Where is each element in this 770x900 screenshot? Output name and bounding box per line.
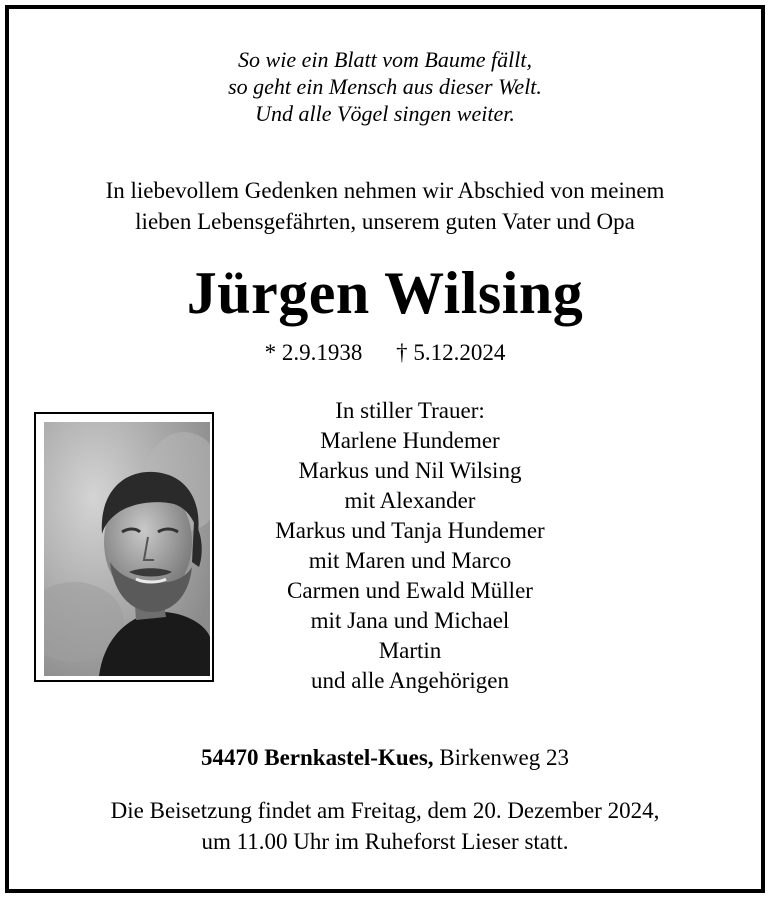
poem-line: So wie ein Blatt vom Baume fällt, <box>238 47 532 72</box>
death-date: † 5.12.2024 <box>396 340 506 365</box>
mourner-line: mit Maren und Marco <box>308 548 512 573</box>
address-city: 54470 Bernkastel-Kues, <box>201 745 434 770</box>
birth-date: * 2.9.1938 <box>264 340 363 365</box>
funeral-line: Die Beisetzung findet am Freitag, dem 20. Dezember 2024, <box>110 798 660 823</box>
life-dates <box>0 338 770 368</box>
poem <box>0 46 770 127</box>
mourner-line: Martin <box>378 638 442 663</box>
mourner-line: und alle Angehörigen <box>310 668 509 693</box>
address <box>0 743 770 773</box>
intro-line: lieben Lebensgefährten, unserem guten Vater und Opa <box>135 209 635 234</box>
mourner-line: Carmen und Ewald Müller <box>287 578 533 603</box>
poem-line: so geht ein Mensch aus dieser Welt. <box>228 74 542 99</box>
intro-line: In liebevollem Gedenken nehmen wir Abschied von meinem <box>105 178 665 203</box>
funeral-line: um 11.00 Uhr im Ruheforst Lieser statt. <box>201 829 569 854</box>
mourner-line: Markus und Tanja Hundemer <box>275 518 545 543</box>
mourners-heading: In stiller Trauer: <box>335 398 485 423</box>
funeral-info <box>0 795 770 857</box>
mourner-line: Markus und Nil Wilsing <box>298 458 522 483</box>
mourners-list <box>175 396 645 696</box>
mourner-line: mit Alexander <box>344 488 476 513</box>
intro-text <box>0 175 770 237</box>
deceased-name: Jürgen Wilsing <box>186 260 584 326</box>
poem-line: Und alle Vögel singen weiter. <box>255 101 515 126</box>
address-street: Birkenweg 23 <box>439 745 569 770</box>
mourner-line: mit Jana und Michael <box>310 608 510 633</box>
mourner-line: Marlene Hundemer <box>320 428 500 453</box>
